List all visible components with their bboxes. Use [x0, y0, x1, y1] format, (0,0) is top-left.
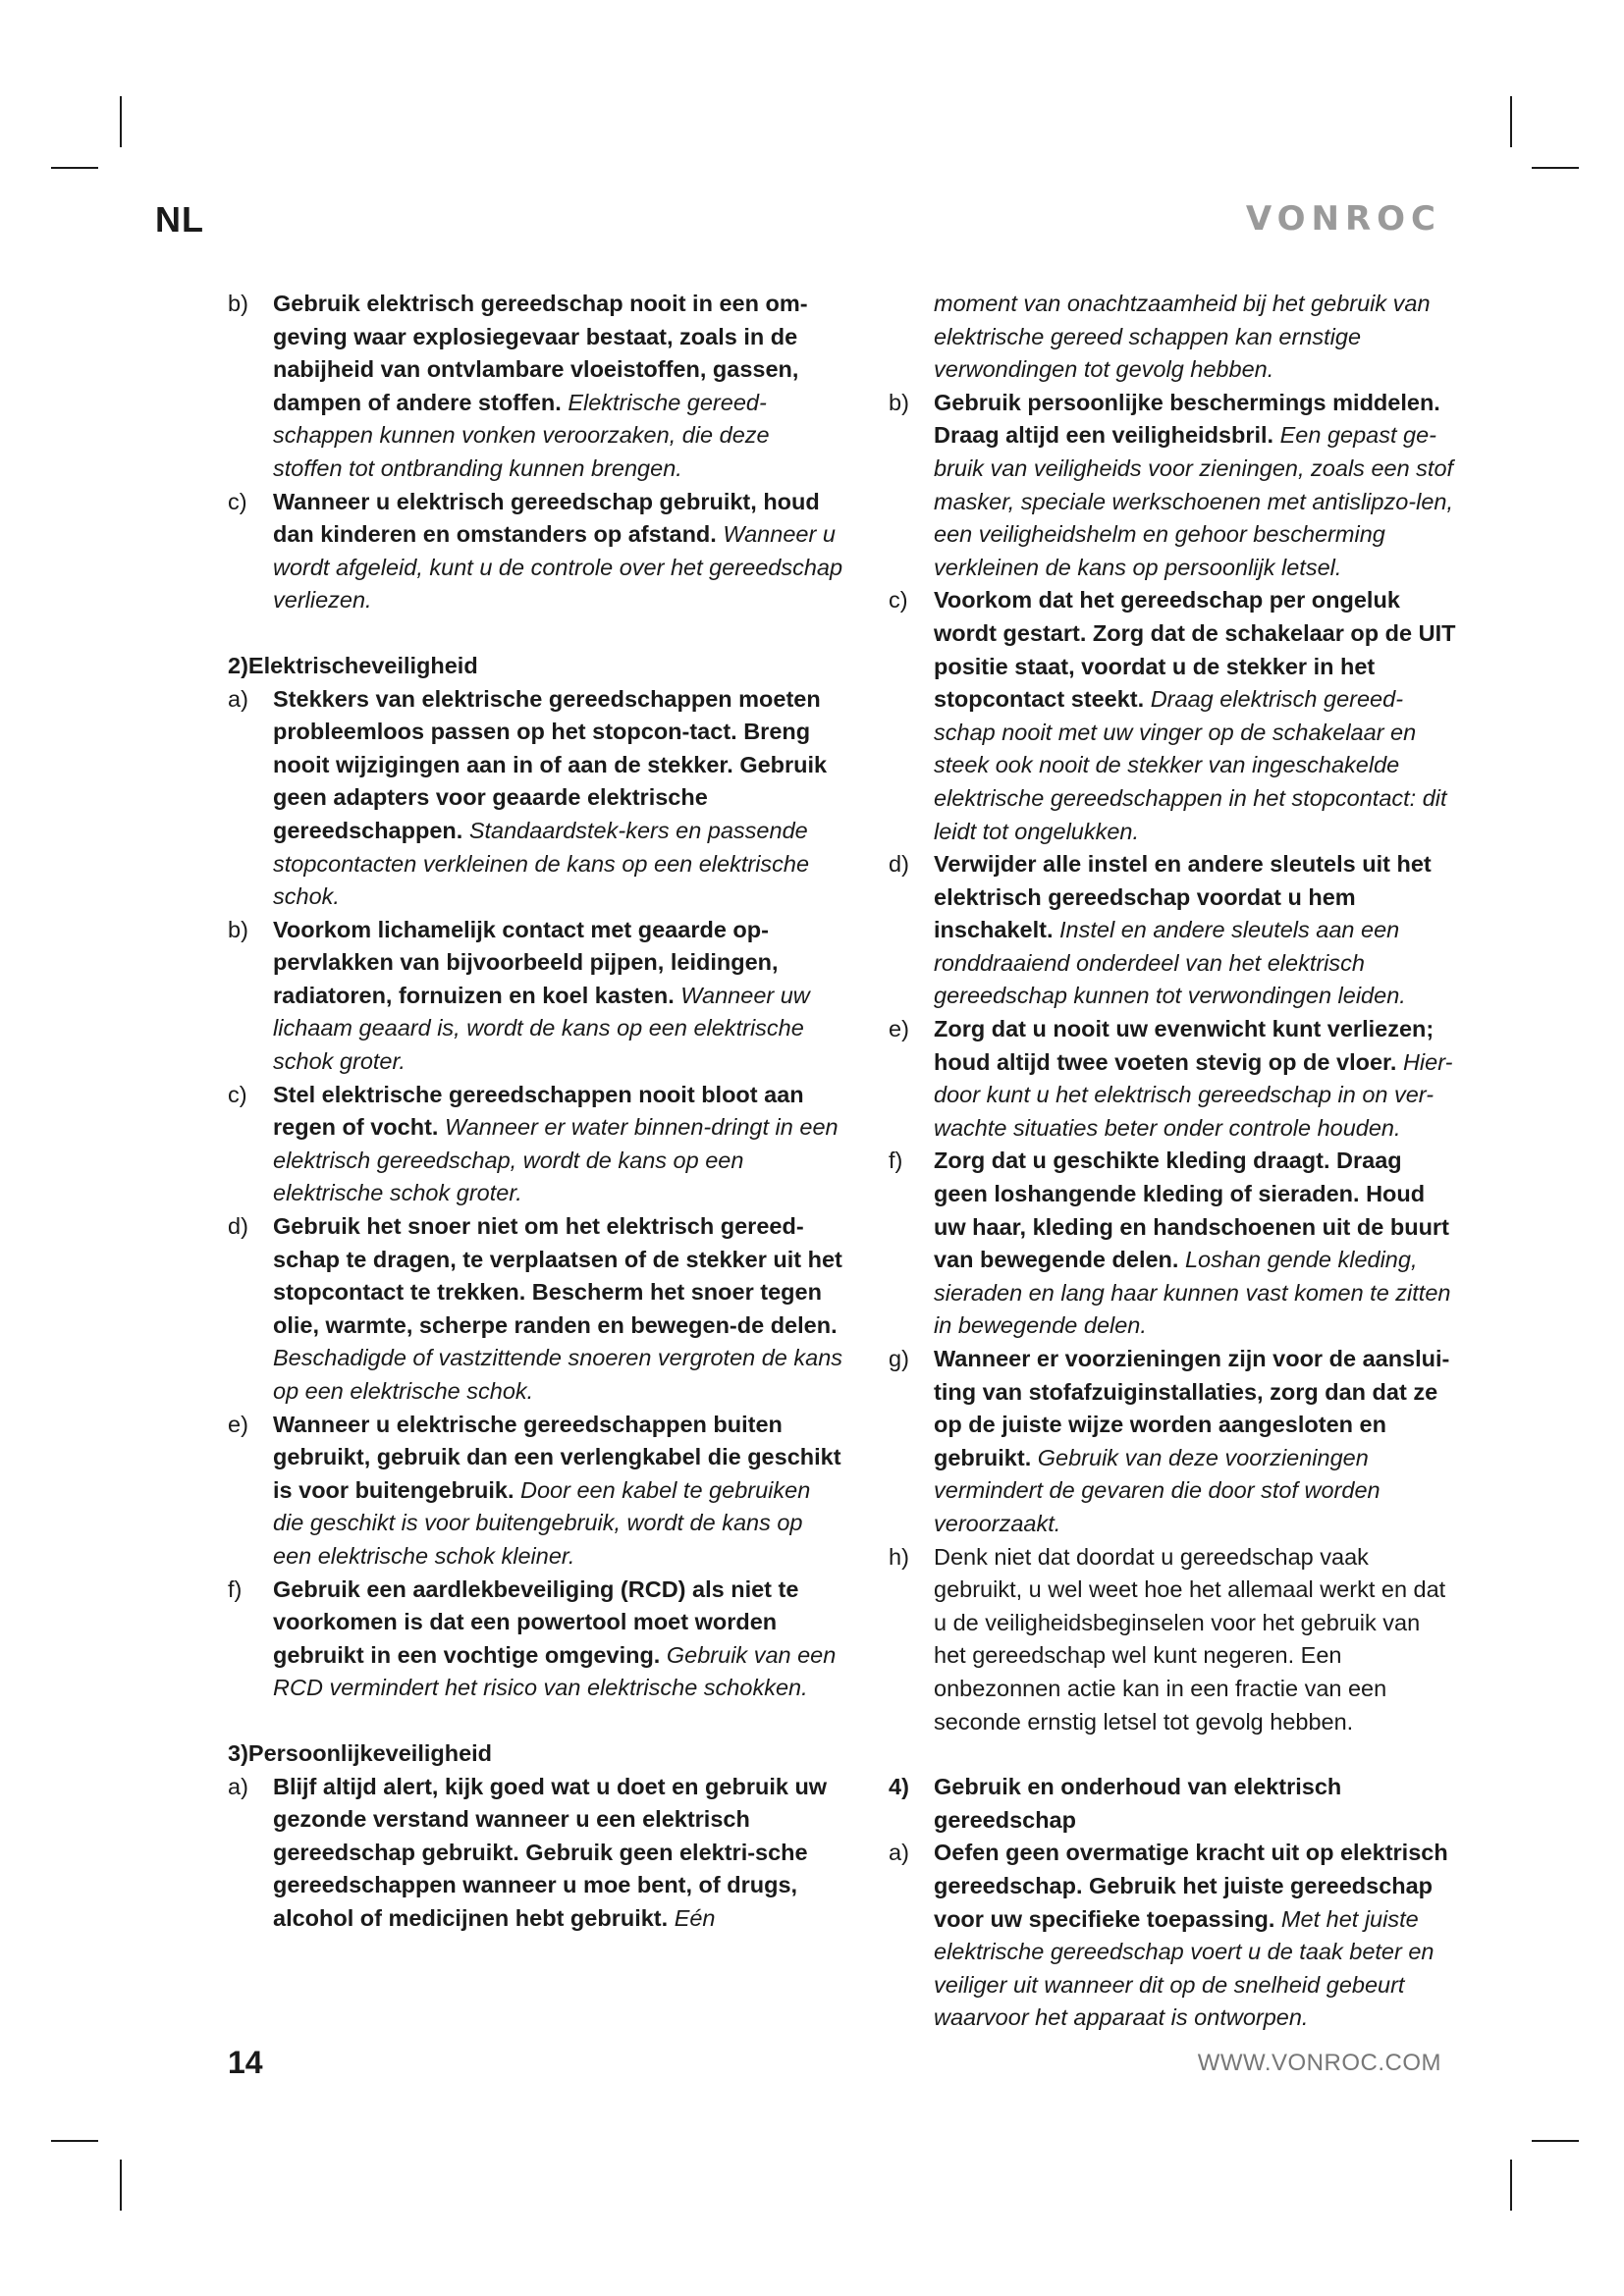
crop-mark: [1510, 2160, 1512, 2211]
item-italic-text: Gebruik van deze voorzieningen vermindert de gevaren die door stof worden veroorzaakt.: [934, 1444, 1380, 1536]
list-item: [228, 1771, 844, 1936]
item-bold-text: Voorkom dat het gereedschap per ongeluk wordt gestart. Zorg dat de schakelaar op de UIT positie staat, voordat u de stekker in het stopcontact steekt.: [934, 587, 1456, 713]
continuation-text: moment van onachtzaamheid bij het gebruik van elektrische gereed schappen kan ernstige verwondingen tot gevolg hebben.: [934, 291, 1431, 383]
section-title-text: Gebruik en onderhoud van elektrisch gereedschap: [934, 1774, 1342, 1833]
item-marker: b): [228, 291, 248, 316]
item-marker: f): [228, 1575, 243, 1602]
list-item: [889, 387, 1458, 585]
section-title: 2)Elektrischeveiligheid: [228, 652, 478, 678]
list-item: [228, 288, 844, 486]
item-marker: d): [889, 851, 909, 878]
item-bold-text: Gebruik een aardlekbeveiliging (RCD) als niet te voorkomen is dat een powertool moet worden gebruikt in een vochtige omgeving.: [273, 1575, 799, 1668]
section-title: 3)Persoonlijkeveiligheid: [228, 1739, 493, 1766]
item-bold-text: Voorkom lichamelijk contact met geaarde op-pervlakken van bijvoorbeeld pijpen, leidingen, radiatoren, fornuizen en koel kasten.: [273, 916, 779, 1008]
item-italic-text: Instel en andere sleutels aan een ronddraaiend onderdeel van het elektrisch gereedschap kunnen tot verwondingen leiden.: [934, 917, 1406, 1009]
list-item: [228, 486, 844, 617]
list-item: [228, 1210, 844, 1409]
item-marker: f): [889, 1148, 903, 1174]
list-item: [228, 1079, 844, 1210]
item-italic-text: Elektrische gereed-schappen kunnen vonken veroorzaken, die deze stoffen tot ontbranding kunnen brengen.: [273, 389, 770, 481]
item-italic-text: Gebruik van een RCD vermindert het risico van elektrische schokken.: [273, 1641, 837, 1701]
item-marker: e): [889, 1016, 909, 1042]
item-italic-text: Draag elektrisch gereed-schap nooit met uw vinger op de schakelaar en steek ook nooit de stekker van ingeschakelde elektrische gereedschappen in het stopcontact: dit leidt tot ongelukken.: [934, 686, 1447, 844]
language-code: NL: [155, 199, 204, 240]
list-item: [889, 848, 1458, 1013]
brand-logo: VONROC: [1245, 199, 1441, 239]
item-italic-text: Loshan gende kleding, sieraden en lang haar kunnen vast komen te zitten in bewegende delen.: [934, 1247, 1451, 1339]
item-bold-text: Wanneer er voorzieningen zijn voor de aanslui-ting van stofafzuiginstallaties, zorg dan dat ze op de juiste wijze worden aangesloten en gebruikt.: [934, 1346, 1450, 1470]
item-italic-text: Met het juiste elektrische gereedschap voert u de taak beter en veiliger uit wanneer dit op de snelheid gebeurt waarvoor het apparaat is ontworpen.: [934, 1905, 1435, 2031]
item-bold-text: Wanneer u elektrische gereedschappen buiten gebruikt, gebruik dan een verlengkabel die geschikt is voor buitengebruik.: [273, 1411, 841, 1503]
section-marker: 4): [889, 1774, 909, 1800]
item-marker: a): [889, 1840, 909, 1866]
item-italic-text: Eén: [674, 1904, 716, 1931]
crop-mark: [120, 2160, 122, 2211]
list-item: [889, 1343, 1458, 1541]
item-bold-text: Gebruik elektrisch gereedschap nooit in een om-geving waar explosiegevaar bestaat, zoals in de nabijheid van ontvlambare vloeistoffen, gassen, dampen of andere stoffen.: [273, 291, 808, 415]
item-marker: c): [889, 587, 908, 614]
item-marker: a): [228, 1773, 248, 1799]
item-bold-text: Stel elektrische gereedschappen nooit bloot aan regen of vocht.: [273, 1081, 804, 1141]
item-italic-text: Door een kabel te gebruiken die geschikt is voor buitengebruik, wordt de kans op een elektrische schok kleiner.: [273, 1476, 811, 1569]
item-bold-text: Stekkers van elektrische gereedschappen moeten probleemloos passen op het stopcon-tact. Breng nooit wijzigingen aan in of aan de stekker. Gebruik geen adapters voor geaarde elektrische gereedschappen.: [273, 685, 828, 843]
item-italic-text: Wanneer uw lichaam geaard is, wordt de kans op een elektrische schok groter.: [273, 982, 810, 1075]
item-italic-text: Wanneer er water binnen-dringt in een elektrisch gereedschap, wordt de kans op een elektrische schok groter.: [273, 1114, 839, 1206]
list-item: [228, 683, 844, 914]
list-item: [889, 1013, 1458, 1145]
crop-mark: [51, 167, 98, 169]
crop-mark: [1532, 167, 1579, 169]
item-bold-text: Zorg dat u geschikte kleding draagt. Draag geen loshangende kleding of sieraden. Houd uw haar, kleding en handschoenen uit de buurt van bewegende delen.: [934, 1148, 1449, 1273]
item-marker: b): [228, 916, 248, 942]
list-item: [228, 1409, 844, 1574]
item-marker: h): [889, 1543, 909, 1570]
item-marker: a): [228, 685, 248, 712]
item-italic-text: Standaardstek-kers en passende stopcontacten verkleinen de kans op een elektrische schok.: [273, 817, 810, 910]
page-number: 14: [228, 2045, 263, 2080]
crop-mark: [120, 96, 122, 147]
section-title: [889, 1771, 1458, 1837]
website-url: WWW.VONROC.COM: [1197, 2050, 1441, 2076]
crop-mark: [1510, 96, 1512, 147]
crop-mark: [51, 2140, 98, 2142]
right-column: [889, 288, 1458, 2035]
list-item: [889, 1837, 1458, 2035]
item-marker: d): [228, 1213, 248, 1240]
item-bold-text: Gebruik het snoer niet om het elektrisch gereed-schap te dragen, te verplaatsen of de stekker uit het stopcontact te trekken. Bescherm het snoer tegen olie, warmte, scherpe randen en bewegen-de delen.: [273, 1213, 842, 1338]
list-item: [889, 584, 1458, 848]
item-italic-text: Beschadigde of vastzittende snoeren vergroten de kans op een elektrische schok.: [273, 1345, 843, 1404]
left-column: [228, 288, 844, 1936]
item-bold-text: Gebruik persoonlijke beschermings middelen. Draag altijd een veiligheidsbril.: [934, 389, 1440, 449]
item-bold-text: Verwijder alle instel en andere sleutels uit het elektrisch gereedschap voordat u hem inschakelt.: [934, 851, 1432, 943]
item-marker: c): [228, 1081, 247, 1107]
item-marker: c): [228, 488, 247, 514]
item-normal-text: Denk niet dat doordat u gereedschap vaak gebruikt, u wel weet hoe het allemaal werkt en dat u de veiligheidsbeginselen voor het gebruik van het gereedschap wel kunt negeren. Een onbezonnen actie kan in een fractie van een seconde ernstig letsel tot gevolg hebben.: [934, 1543, 1446, 1735]
item-bold-text: Wanneer u elektrisch gereedschap gebruikt, houd dan kinderen en omstanders op afstand.: [273, 488, 820, 548]
item-marker: g): [889, 1346, 909, 1371]
item-bold-text: Oefen geen overmatige kracht uit op elektrisch gereedschap. Gebruik het juiste gereedschap voor uw specifieke toepassing.: [934, 1840, 1448, 1932]
list-item: [889, 1541, 1458, 1739]
list-item: [228, 1574, 844, 1705]
item-bold-text: Zorg dat u nooit uw evenwicht kunt verliezen; houd altijd twee voeten stevig op de vloer.: [934, 1016, 1435, 1075]
item-italic-text: Een gepast ge-bruik van veiligheids voor zieningen, zoals een stof masker, speciale werkschoenen met antislipzo-len, een veiligheidshelm en gehoor bescherming verkleinen de kans op persoonlijk letsel.: [934, 422, 1454, 580]
list-item: [228, 914, 844, 1079]
crop-mark: [1532, 2140, 1579, 2142]
item-marker: e): [228, 1411, 248, 1437]
item-marker: b): [889, 389, 909, 415]
item-italic-text: Hier-door kunt u het elektrisch gereedschap in on ver-wachte situaties beter onder controle houden.: [934, 1048, 1453, 1141]
item-bold-text: Blijf altijd alert, kijk goed wat u doet en gebruik uw gezonde verstand wanneer u een elektrisch gereedschap gebruikt. Gebruik geen elektri-sche gereedschappen wanneer u moe bent, of drugs, alcohol of medicijnen hebt gebruikt.: [273, 1773, 828, 1931]
item-italic-text: Wanneer u wordt afgeleid, kunt u de controle over het gereedschap verliezen.: [273, 521, 843, 614]
list-item: [889, 1145, 1458, 1343]
